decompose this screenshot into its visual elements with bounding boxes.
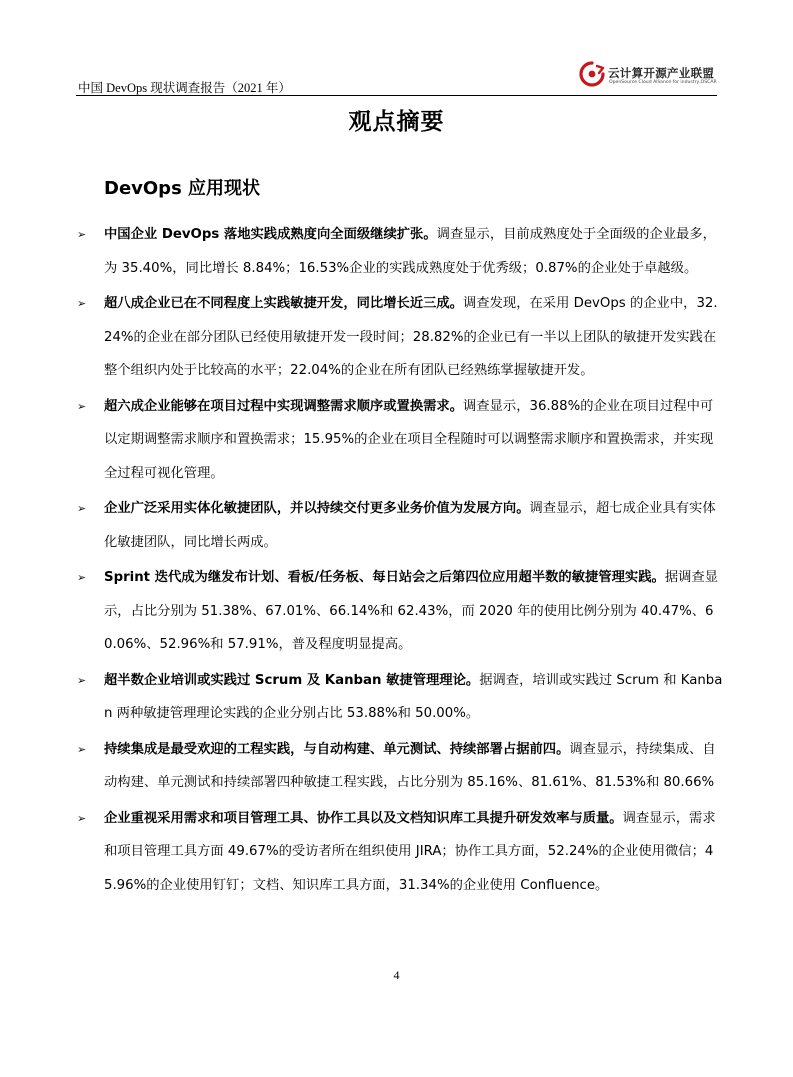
finding-lead: 超半数企业培训或实践过 Scrum 及 Kanban 敏捷管理理论。 — [104, 672, 480, 688]
finding-body: 调查显示，36.88%的企业在项目过程中可以定期调整需求顺序和置换需求；15.95%的企业在项目全程随时可以调整需求顺序和置换需求，并实现全过程可视化管理。 — [104, 398, 714, 481]
finding-body: 据调查显示，占比分别为 51.38%、67.01%、66.14%和 62.43%，而 2020 年的使用比例分别为 40.47%、60.06%、52.96%和 57.91%，普及程度明显提高。 — [104, 570, 718, 653]
bullet-arrow-icon: ➢ — [77, 742, 87, 756]
bullet-arrow-icon: ➢ — [77, 673, 87, 687]
page-number: 4 — [393, 968, 400, 982]
report-header-title: 中国 DevOps 现状调查报告（2021 年） — [78, 81, 291, 95]
finding-lead: Sprint 迭代成为继发布计划、看板/任务板、每日站会之后第四位应用超半数的敏捷管理实践。 — [104, 570, 665, 586]
finding-body: 据调查，培训或实践过 Scrum 和 Kanban 两种敏捷管理理论实践的企业分别占比 53.88%和 50.00%。 — [104, 672, 723, 722]
bullet-arrow-icon: ➢ — [77, 571, 87, 585]
finding-item — [77, 561, 723, 662]
bullet-arrow-icon: ➢ — [77, 502, 87, 516]
alliance-logo-name-cn: 云计算开源产业联盟 — [608, 66, 715, 80]
finding-lead: 企业重视采用需求和项目管理工具、协作工具以及文档知识库工具提升研发效率与质量。 — [104, 810, 623, 826]
finding-body: 调查发现，在采用 DevOps 的企业中，32.24%的企业在部分团队已经使用敏捷开发一段时间；28.82%的企业已有一半以上团队的敏捷开发实践在整个组织内处于比较高的水平；22.04%的企业在所有团队已经熟练掌握敏捷开发。 — [104, 295, 718, 379]
finding-item — [77, 664, 723, 731]
finding-item — [77, 287, 723, 388]
finding-body: 调查显示，超七成企业具有实体化敏捷团队，同比增长两成。 — [104, 501, 716, 550]
header-divider — [76, 95, 717, 96]
section-title: DevOps 应用现状 — [104, 178, 261, 199]
finding-item — [77, 390, 723, 491]
findings-list — [77, 218, 723, 904]
bullet-arrow-icon: ➢ — [77, 811, 87, 825]
finding-item — [77, 733, 723, 800]
finding-body: 调查显示，持续集成、自动构建、单元测试和持续部署四种敏捷工程实践，占比分别为 85.16%、81.61%、81.53%和 80.66% — [104, 741, 716, 791]
finding-lead: 企业广泛采用实体化敏捷团队，并以持续交付更多业务价值为发展方向。 — [104, 501, 530, 517]
alliance-logo-emblem-icon — [578, 60, 606, 88]
finding-item — [77, 492, 723, 559]
bullet-arrow-icon: ➢ — [77, 228, 87, 241]
finding-lead: 中国企业 DevOps 落地实践成熟度向全面级继续扩张。 — [104, 227, 437, 242]
finding-item — [77, 802, 723, 903]
finding-item — [77, 218, 723, 285]
finding-body: 调查显示，需求和项目管理工具方面 49.67%的受访者所在组织使用 JIRA；协作工具方面，52.24%的企业使用微信；45.96%的企业使用钉钉；文档、知识库工具方面，31.34%的企业使用 Confluence。 — [104, 810, 716, 893]
finding-body: 调查显示，目前成熟度处于全面级的企业最多，为 35.40%，同比增长 8.84%；16.53%企业的实践成熟度处于优秀级；0.87%的企业处于卓越级。 — [104, 227, 716, 276]
finding-lead: 超八成企业已在不同程度上实践敏捷开发，同比增长近三成。 — [104, 295, 464, 311]
bullet-arrow-icon: ➢ — [77, 399, 87, 413]
finding-lead: 超六成企业能够在项目过程中实现调整需求顺序或置换需求。 — [104, 398, 464, 414]
page-title: 观点摘要 — [348, 109, 445, 135]
bullet-arrow-icon: ➢ — [77, 296, 87, 310]
finding-lead: 持续集成是最受欢迎的工程实践，与自动构建、单元测试、持续部署占据前四。 — [104, 741, 570, 757]
alliance-logo-name-en: OpenSource Cloud Alliance for industry,OSCAR — [609, 80, 717, 85]
alliance-logo — [578, 58, 718, 92]
